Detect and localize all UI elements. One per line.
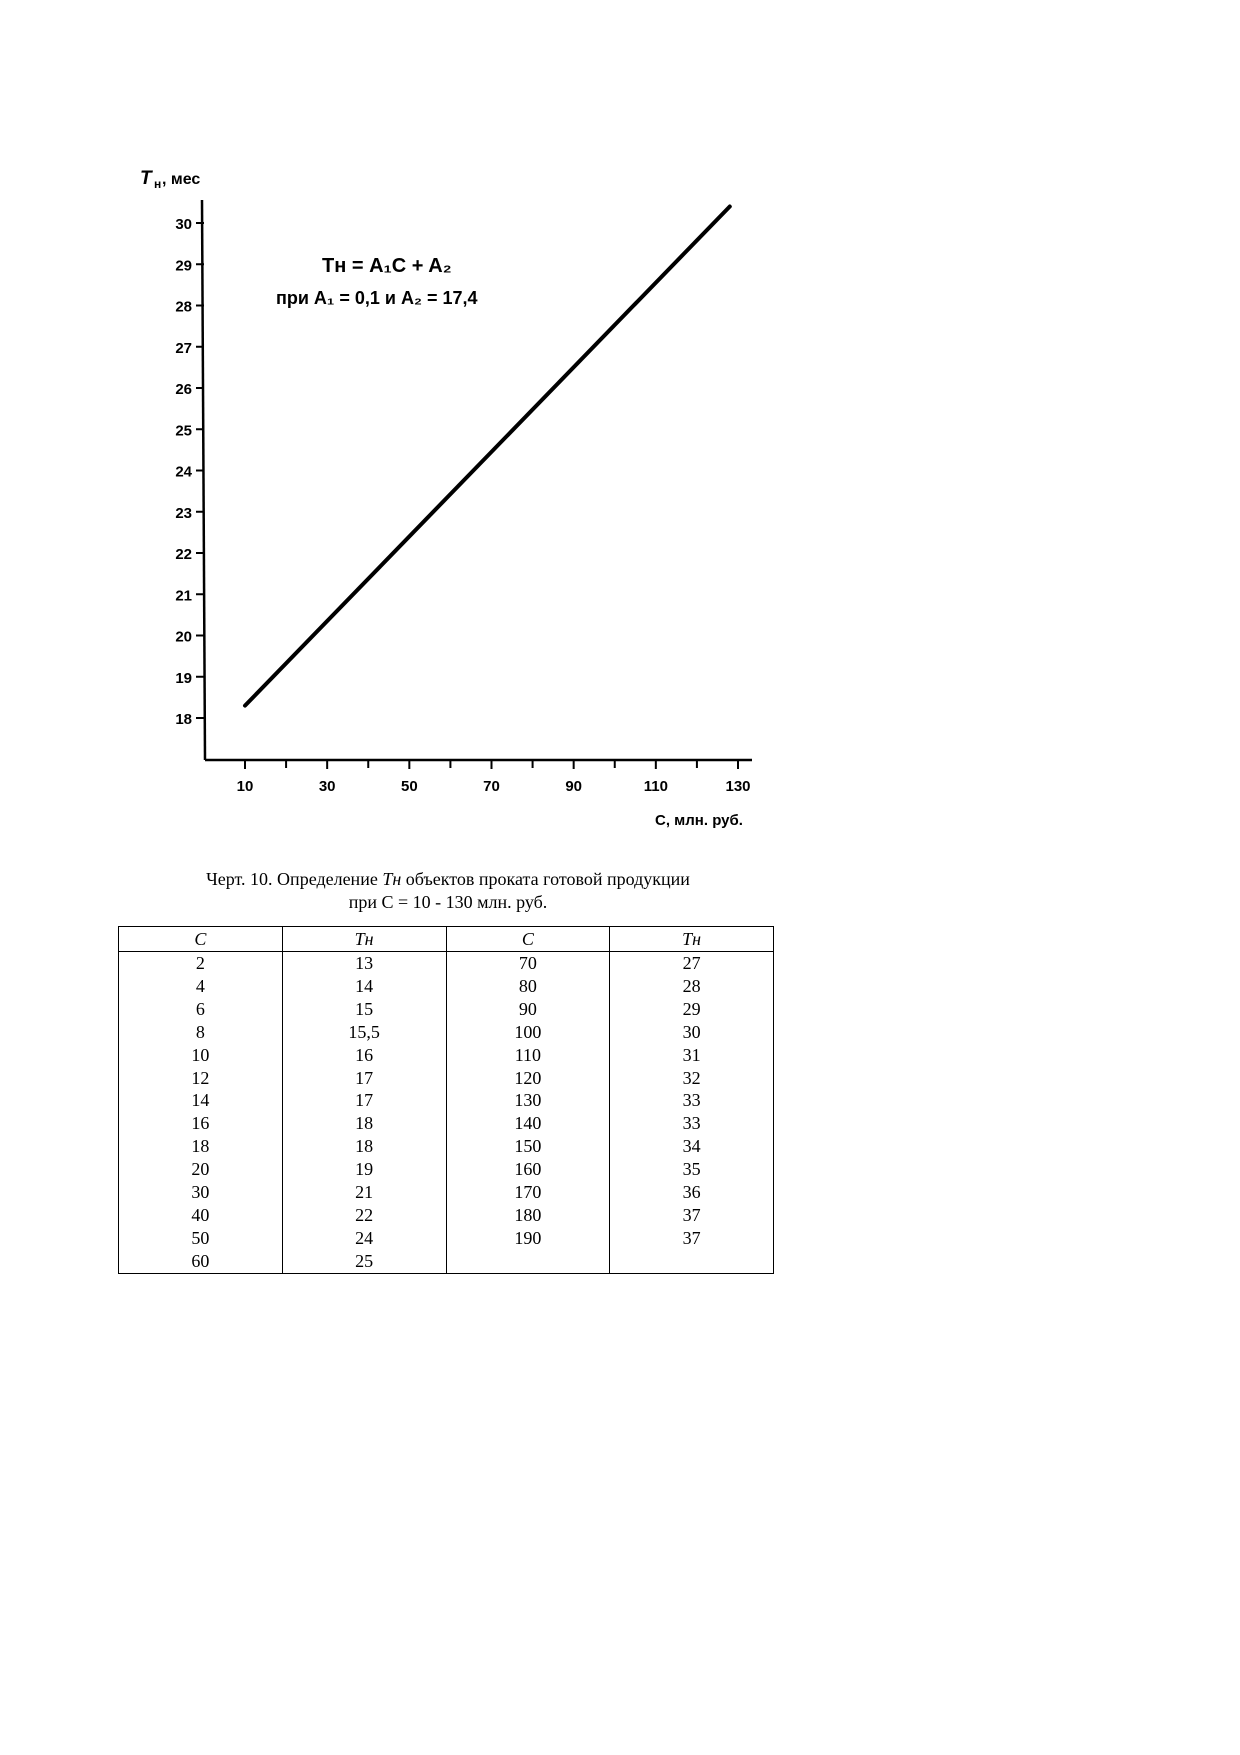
table-row bbox=[119, 1112, 774, 1135]
table-cell: 32 bbox=[610, 1067, 774, 1090]
figure-caption bbox=[118, 868, 778, 914]
table-cell: 30 bbox=[119, 1181, 283, 1204]
table-cell: 29 bbox=[610, 998, 774, 1021]
table-cell: 15 bbox=[282, 998, 446, 1021]
table-cell: 28 bbox=[610, 975, 774, 998]
table-cell: 180 bbox=[446, 1204, 610, 1227]
caption-part-1: Черт. 10. Определение bbox=[206, 869, 383, 889]
table-cell bbox=[446, 1250, 610, 1273]
table-row bbox=[119, 1067, 774, 1090]
table-cell: 120 bbox=[446, 1067, 610, 1090]
table-row bbox=[119, 998, 774, 1021]
y-tick-label: 21 bbox=[175, 587, 192, 605]
table-cell: 18 bbox=[119, 1135, 283, 1158]
table-cell: 190 bbox=[446, 1227, 610, 1250]
table-cell: 130 bbox=[446, 1089, 610, 1112]
table-cell: 14 bbox=[119, 1089, 283, 1112]
y-tick-label: 20 bbox=[175, 628, 192, 646]
table-row bbox=[119, 1181, 774, 1204]
y-axis-label-sub: н bbox=[154, 177, 162, 191]
formula-line-1: Tн = A₁C + A₂ bbox=[322, 255, 452, 277]
x-tick-label: 90 bbox=[565, 778, 583, 795]
table-cell: 27 bbox=[610, 952, 774, 975]
y-tick-label: 23 bbox=[175, 504, 192, 522]
table-cell: 36 bbox=[610, 1181, 774, 1204]
table-cell: 33 bbox=[610, 1112, 774, 1135]
x-tick-label: 30 bbox=[318, 778, 336, 795]
table-cell: 35 bbox=[610, 1158, 774, 1181]
table-row bbox=[119, 1204, 774, 1227]
table-cell: 33 bbox=[610, 1089, 774, 1112]
y-tick-label: 27 bbox=[175, 339, 192, 357]
table-row bbox=[119, 975, 774, 998]
table-cell: 110 bbox=[446, 1044, 610, 1067]
data-table bbox=[118, 926, 774, 1274]
y-tick-label: 25 bbox=[175, 422, 192, 440]
caption-part-2: объектов проката готовой продукции bbox=[401, 869, 690, 889]
table-header-cell: C bbox=[119, 927, 283, 952]
table-row bbox=[119, 1089, 774, 1112]
series bbox=[245, 207, 730, 706]
table-cell: 70 bbox=[446, 952, 610, 975]
table-cell: 18 bbox=[282, 1135, 446, 1158]
series-line bbox=[245, 207, 730, 706]
y-tick-label: 29 bbox=[175, 257, 192, 275]
table-body bbox=[119, 952, 774, 1274]
y-tick-label: 18 bbox=[175, 711, 192, 728]
table-cell: 16 bbox=[282, 1044, 446, 1067]
table-cell: 4 bbox=[119, 975, 283, 998]
table-header-row bbox=[119, 927, 774, 952]
table-row bbox=[119, 952, 774, 975]
table-cell: 18 bbox=[282, 1112, 446, 1135]
table-cell: 31 bbox=[610, 1044, 774, 1067]
table-cell: 150 bbox=[446, 1135, 610, 1158]
y-tick-label: 26 bbox=[175, 381, 192, 398]
y-ticks bbox=[175, 216, 204, 728]
table-cell: 22 bbox=[282, 1204, 446, 1227]
y-tick-label: 19 bbox=[175, 669, 192, 687]
table-cell: 19 bbox=[282, 1158, 446, 1181]
table-cell: 140 bbox=[446, 1112, 610, 1135]
table-cell: 170 bbox=[446, 1181, 610, 1204]
table-cell: 100 bbox=[446, 1021, 610, 1044]
y-tick-label: 28 bbox=[175, 298, 192, 316]
table-cell: 14 bbox=[282, 975, 446, 998]
table-cell bbox=[610, 1250, 774, 1273]
chart bbox=[0, 0, 1240, 860]
table-cell: 50 bbox=[119, 1227, 283, 1250]
table-cell: 17 bbox=[282, 1067, 446, 1090]
y-tick-label: 30 bbox=[175, 216, 192, 233]
caption-line-1 bbox=[118, 868, 778, 891]
table-row bbox=[119, 1158, 774, 1181]
table-cell: 15,5 bbox=[282, 1021, 446, 1044]
table-cell: 25 bbox=[282, 1250, 446, 1273]
table-header-cell: Tн bbox=[610, 927, 774, 952]
table-cell: 37 bbox=[610, 1227, 774, 1250]
table-row bbox=[119, 1044, 774, 1067]
table-row bbox=[119, 1021, 774, 1044]
table-header-cell: C bbox=[446, 927, 610, 952]
table-row bbox=[119, 1227, 774, 1250]
caption-line-2: при C = 10 - 130 млн. руб. bbox=[348, 892, 548, 912]
y-tick-label: 24 bbox=[175, 463, 192, 481]
table-cell: 30 bbox=[610, 1021, 774, 1044]
table-cell: 160 bbox=[446, 1158, 610, 1181]
y-tick-label: 22 bbox=[175, 546, 192, 563]
table-cell: 6 bbox=[119, 998, 283, 1021]
table-cell: 34 bbox=[610, 1135, 774, 1158]
table-cell: 17 bbox=[282, 1089, 446, 1112]
table-cell: 20 bbox=[119, 1158, 283, 1181]
table-row bbox=[119, 1250, 774, 1273]
caption-symbol: Tн bbox=[382, 869, 402, 889]
x-tick-label: 70 bbox=[483, 778, 500, 795]
table-cell: 80 bbox=[446, 975, 610, 998]
x-tick-label: 50 bbox=[400, 778, 418, 795]
table-header-cell: Tн bbox=[282, 927, 446, 952]
x-tick-label: 130 bbox=[725, 778, 751, 795]
table-cell: 40 bbox=[119, 1204, 283, 1227]
x-tick-label: 110 bbox=[643, 778, 668, 795]
formula-line-2: при A₁ = 0,1 и A₂ = 17,4 bbox=[276, 288, 478, 308]
x-ticks bbox=[237, 760, 751, 795]
table-cell: 90 bbox=[446, 998, 610, 1021]
x-tick-label: 10 bbox=[236, 778, 254, 795]
y-axis-label-main: T bbox=[140, 168, 152, 189]
table-cell: 60 bbox=[119, 1250, 283, 1273]
table-cell: 16 bbox=[119, 1112, 283, 1135]
table-cell: 12 bbox=[119, 1067, 283, 1090]
x-axis-label: С, млн. руб. bbox=[655, 812, 743, 829]
table-cell: 37 bbox=[610, 1204, 774, 1227]
table-cell: 10 bbox=[119, 1044, 283, 1067]
table-cell: 21 bbox=[282, 1181, 446, 1204]
table-cell: 13 bbox=[282, 952, 446, 975]
y-axis-label bbox=[140, 168, 200, 191]
table-cell: 2 bbox=[119, 952, 283, 975]
table-cell: 24 bbox=[282, 1227, 446, 1250]
y-axis-label-rest: , мес bbox=[162, 171, 201, 188]
table-row bbox=[119, 1135, 774, 1158]
table-cell: 8 bbox=[119, 1021, 283, 1044]
